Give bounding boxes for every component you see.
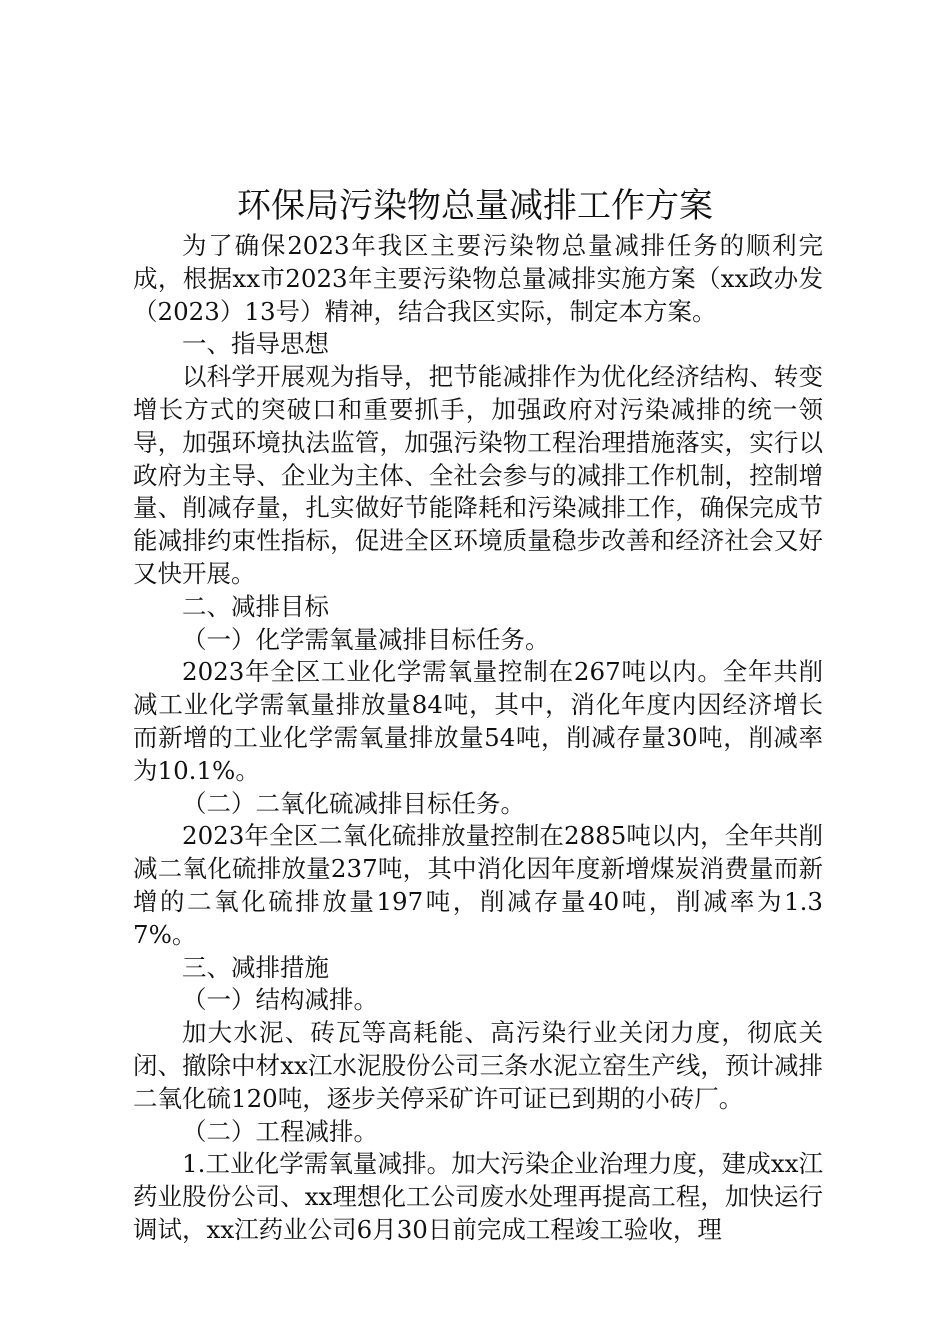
intro-paragraph: 为了确保2023年我区主要污染物总量减排任务的顺利完成，根据xx市2023年主要污染物总量减排实施方案（xx政办发（2023）13号）精神，结合我区实际，制定本方案。 — [133, 231, 823, 326]
subheading-cod-target: （一）化学需氧量减排目标任务。 — [182, 624, 550, 654]
engineering-reduction-paragraph: 1.工业化学需氧量减排。加大污染企业治理力度，建成xx江药业股份公司、xx理想化工公司废水处理再提高工程，加快运行调试，xx江药业公司6月30日前完成工程竣工验收，理 — [133, 1149, 823, 1244]
so2-target-paragraph: 2023年全区二氧化硫排放量控制在2885吨以内，全年共削减二氧化硫排放量237吨，其中消化因年度新增煤炭消费量而新增的二氧化硫排放量197吨，削减存量40吨，削减率为1.37%。 — [133, 821, 823, 949]
section-heading-guiding-ideology: 一、指导思想 — [182, 329, 329, 359]
document-title: 环保局污染物总量减排工作方案 — [237, 186, 713, 226]
document-body — [133, 230, 823, 1247]
structural-reduction-paragraph: 加大水泥、砖瓦等高耗能、高污染行业关闭力度，彻底关闭、撤除中材xx江水泥股份公司三条水泥立窑生产线，预计减排二氧化硫120吨，逐步关停采矿许可证已到期的小砖厂。 — [133, 1018, 823, 1113]
subheading-engineering-reduction: （二）工程减排。 — [182, 1116, 378, 1146]
section-heading-reduction-targets: 二、减排目标 — [182, 591, 329, 621]
guiding-ideology-paragraph: 以科学开展观为指导，把节能减排作为优化经济结构、转变增长方式的突破口和重要抓手，加强政府对污染减排的统一领导，加强环境执法监管，加强污染物工程治理措施落实，实行以政府为主导、企业为主体、全社会参与的减排工作机制，控制增量、削减存量，扎实做好节能降耗和污染减排工作，确保完成节能减排约束性指标，促进全区环境质量稳步改善和经济社会又好又快开展。 — [133, 362, 823, 588]
subheading-so2-target: （二）二氧化硫减排目标任务。 — [182, 788, 525, 818]
subheading-structural-reduction: （一）结构减排。 — [182, 985, 378, 1015]
section-heading-reduction-measures: 三、减排措施 — [182, 952, 329, 982]
cod-target-paragraph: 2023年全区工业化学需氧量控制在267吨以内。全年共削减工业化学需氧量排放量84吨，其中，消化年度内因经济增长而新增的工业化学需氧量排放量54吨，削减存量30吨，削减率为10.1%。 — [133, 657, 823, 785]
